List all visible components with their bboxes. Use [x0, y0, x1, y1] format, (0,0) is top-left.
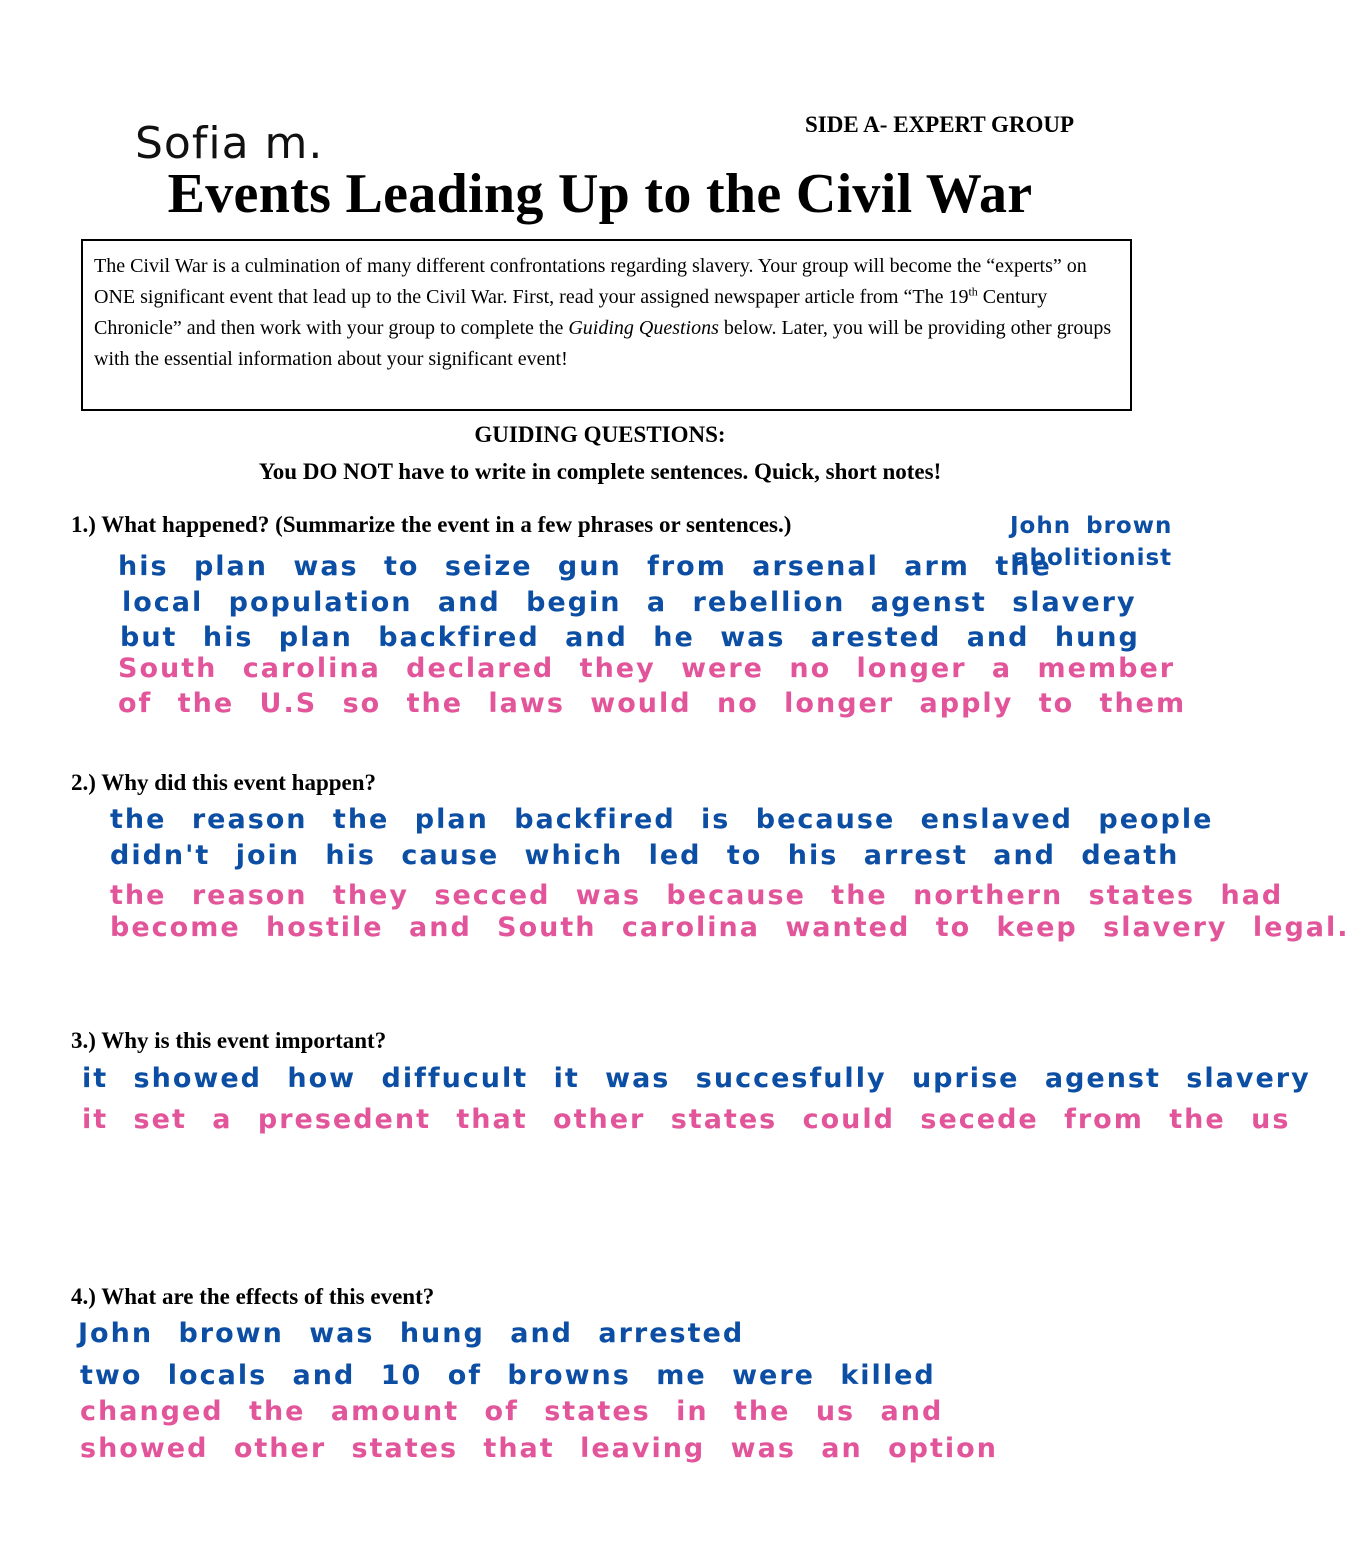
- q2-answer-line: become hostile and South carolina wanted to keep slavery legal.: [110, 912, 1350, 943]
- question-3-label: 3.) Why is this event important?: [71, 1028, 387, 1053]
- q2-answer-line: the reason the plan backfired is because enslaved people: [110, 804, 1214, 835]
- guiding-questions-heading: GUIDING QUESTIONS:: [474, 422, 726, 447]
- guiding-questions-instruction: You DO NOT have to write in complete sentences. Quick, short notes!: [258, 459, 942, 484]
- q1-side-note-line-2: abolitionist: [1013, 545, 1173, 571]
- intro-text-1: The Civil War is a culmination of many different confrontations regarding slavery. Your group will become the “experts” on ONE significant event that lead up to the Civil War. First, read your assigned newspaper article from “The 19: [94, 255, 1087, 308]
- q2-answer-line: didn't join his cause which led to his arrest and death: [110, 840, 1180, 871]
- intro-superscript: th: [968, 284, 978, 299]
- q4-answer-line: changed the amount of states in the us and: [80, 1396, 944, 1427]
- q1-answer-line: of the U.S so the laws would no longer apply to them: [118, 688, 1187, 719]
- intro-text-2: Century Chronicle” and then work with your group to complete the: [94, 286, 1048, 339]
- q1-answer-line: South carolina declared they were no longer a member: [118, 653, 1176, 684]
- intro-text-3: below. Later, you will be providing other groups with the essential information about your significant event!: [94, 317, 1112, 370]
- q3-answer-line: it set a presedent that other states could secede from the us: [82, 1104, 1291, 1135]
- question-4-label: 4.) What are the effects of this event?: [71, 1284, 435, 1309]
- intro-box: [81, 239, 1132, 411]
- q4-answer-line: John brown was hung and arrested: [78, 1318, 745, 1349]
- q1-answer-line: his plan was to seize gun from arsenal arm the: [118, 551, 1052, 582]
- student-name: Sofia m.: [135, 118, 324, 169]
- side-label: SIDE A- EXPERT GROUP: [805, 112, 1075, 137]
- q3-answer-line: it showed how diffucult it was succesfully uprise agenst slavery: [82, 1063, 1311, 1094]
- question-1-label: 1.) What happened? (Summarize the event in a few phrases or sentences.): [71, 512, 792, 537]
- q4-answer-line: two locals and 10 of browns me were killed: [80, 1360, 936, 1391]
- question-2-label: 2.) Why did this event happen?: [71, 770, 377, 795]
- q1-answer-line: local population and begin a rebellion agenst slavery: [122, 587, 1137, 618]
- q2-answer-line: the reason they secced was because the northern states had: [110, 880, 1284, 911]
- q1-answer-line: but his plan backfired and he was arested and hung: [120, 622, 1140, 653]
- intro-emphasis: Guiding Questions: [568, 317, 719, 339]
- q4-answer-line: showed other states that leaving was an option: [80, 1433, 998, 1464]
- page-title: Events Leading Up to the Civil War: [167, 163, 1033, 225]
- q1-side-note-line-1: John brown: [1010, 513, 1173, 539]
